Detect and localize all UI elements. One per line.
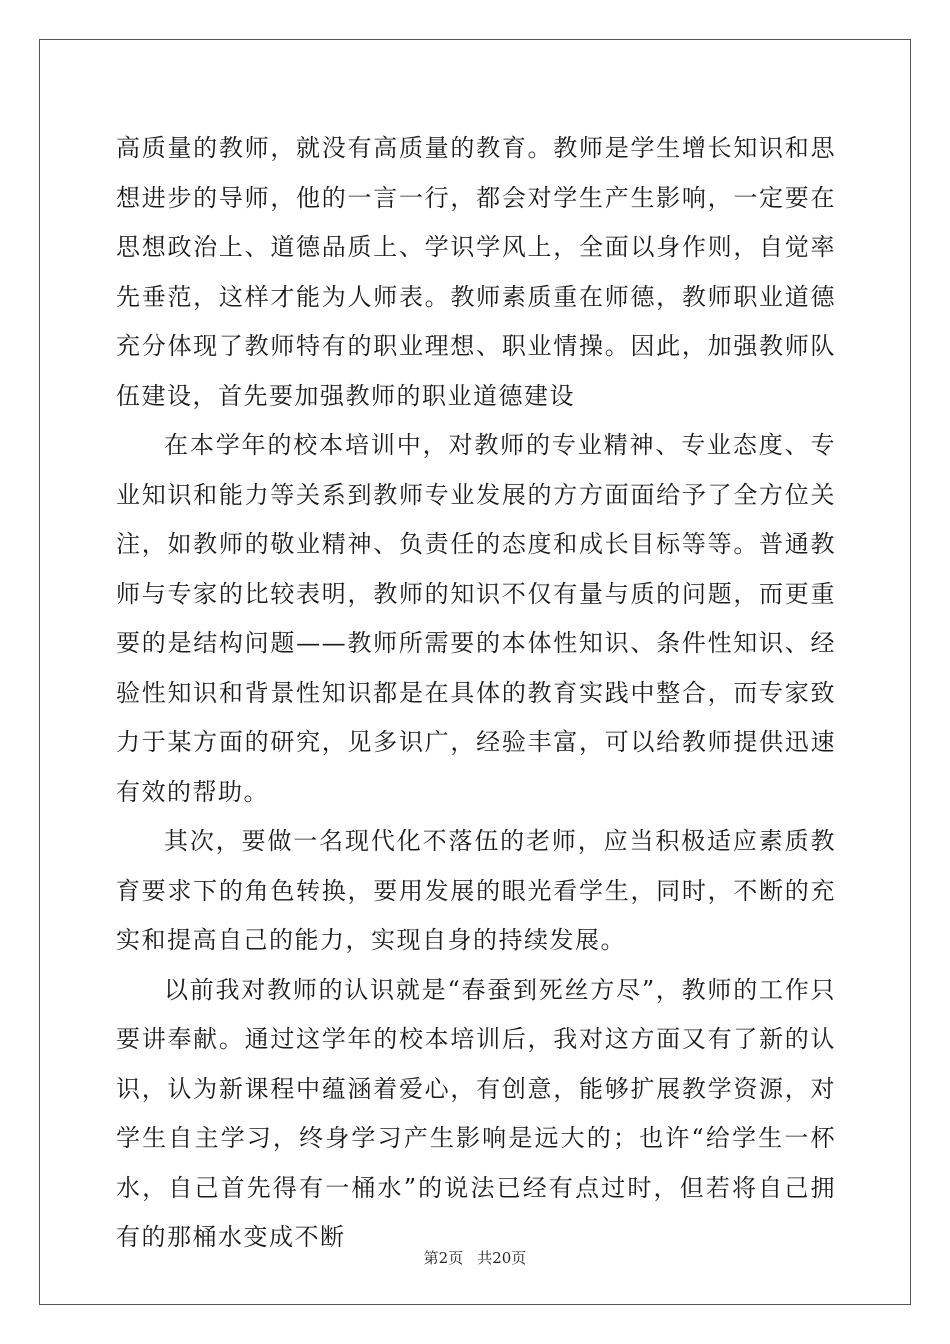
paragraph-3: 其次，要做一名现代化不落伍的老师，应当积极适应素质教育要求下的角色转换，要用发展的眼光看学生，同时，不断的充实和提高自己的能力，实现自身的持续发展。	[116, 827, 836, 954]
paragraph-2: 在本学年的校本培训中，对教师的专业精神、专业态度、专业知识和能力等关系到教师专业发展的方方面面给予了全方位关注，如教师的敬业精神、负责任的态度和成长目标等等。普通教师与专家的比较表明，教师的知识不仅有量与质的问题，而更重要的是结构问题——教师所需要的本体性知识、条件性知识、经验性知识和背景性知识都是在具体的教育实践中整合，而专家致力于某方面的研究，见多识广，经验丰富，可以给教师提供迅速有效的帮助。	[116, 431, 836, 806]
paragraph-4: 以前我对教师的认识就是“春蚕到死丝方尽”，教师的工作只要讲奉献。通过这学年的校本培训后，我对这方面又有了新的认识，认为新课程中蕴涵着爱心，有创意，能够扩展教学资源，对学生自主学习，终身学习产生影响是远大的；也许“给学生一杯水，自己首先得有一桶水”的说法已经有点过时，但若将自己拥有的那桶水变成不断	[116, 975, 836, 1251]
paragraph-1: 高质量的教师，就没有高质量的教育。教师是学生增长知识和思想进步的导师，他的一言一行，都会对学生产生影响，一定要在思想政治上、道德品质上、学识学风上，全面以身作则，自觉率先垂范，这样才能为人师表。教师素质重在师德，教师职业道德充分体现了教师特有的职业理想、职业情操。因此，加强教师队伍建设，首先要加强教师的职业道德建设	[116, 134, 836, 410]
page-footer	[0, 1247, 950, 1268]
page-number: 第2页	[423, 1249, 464, 1267]
document-body	[116, 124, 836, 1263]
page-total: 共20页	[477, 1249, 527, 1267]
